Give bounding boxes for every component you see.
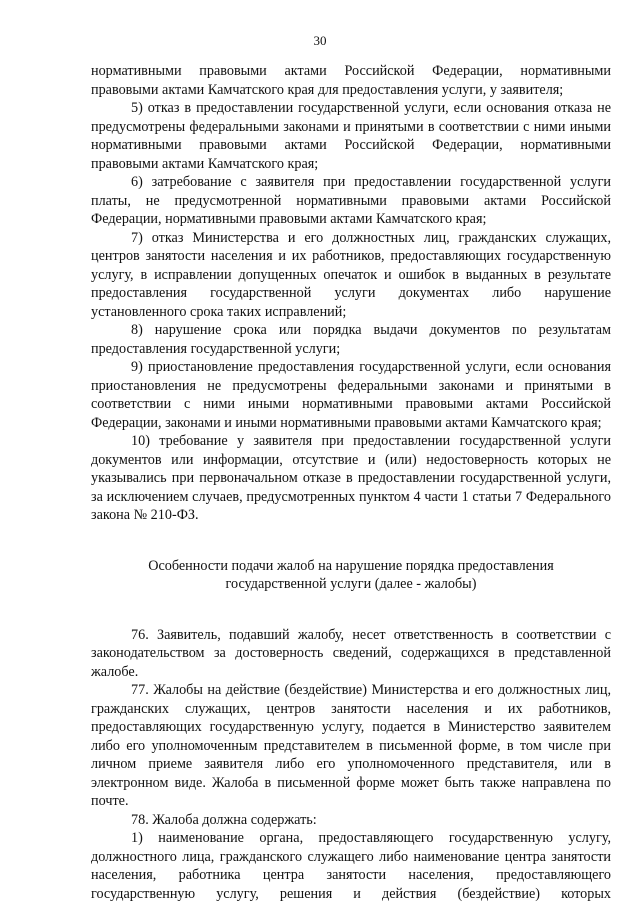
paragraph: нормативными правовыми актами Российской Федерации, нормативными правовыми актами Камчатского края для предоставления услуги, у заявителя; <box>91 63 611 98</box>
paragraph: 1) наименование органа, предоставляющего государственную услугу, должностного лица, гражданского служащего либо наименование центра занятости населения, работника центра занятости населения, предоставляющего государственную услугу, решения и действия (бездействие) которых <box>91 830 611 902</box>
paragraph: 77. Жалобы на действие (бездействие) Министерства и его должностных лиц, гражданских служащих, центров занятости населения и их работников, предоставляющих государственную услугу, подается в Министерство заявителем либо его уполномоченным представителем в письменной форме, в том числе при личном приеме заявителя либо его уполномоченного представителя, или в электронном виде. Жалоба в письменной форме может быть также направлена по почте. <box>91 682 611 809</box>
paragraphs-top <box>91 62 611 525</box>
section-heading-line: Особенности подачи жалоб на нарушение порядка предоставления <box>148 557 554 574</box>
paragraph: 6) затребование с заявителя при предоставлении государственной услуги платы, не предусмотренной нормативными правовыми актами Российской Федерации, нормативными правовыми актами Камчатского края; <box>91 174 611 227</box>
paragraph: 78. Жалоба должна содержать: <box>131 811 317 828</box>
section-heading-line: государственной услуги (далее - жалобы) <box>225 576 477 592</box>
section-heading <box>91 557 611 594</box>
paragraph: 7) отказ Министерства и его должностных лиц, гражданских служащих, центров занятости населения и их работников, предоставляющих государственную услугу, в исправлении допущенных опечаток и ошибок в выданных в результате предоставления государственной услуги документах либо нарушение установленного срока таких исправлений; <box>91 229 611 320</box>
paragraph: 76. Заявитель, подавший жалобу, несет ответственность в соответствии с законодательством за достоверность сведений, содержащихся в представленной жалобе. <box>91 626 611 680</box>
paragraph: 9) приостановление предоставления государственной услуги, если основания приостановления не предусмотрены федеральными законами и принятыми в соответствии с ними иными нормативными правовыми актами Российской Федерации, законами и иными нормативными правовыми актами Камчатского края; <box>91 359 611 431</box>
paragraph: 5) отказ в предоставлении государственной услуги, если основания отказа не предусмотрены федеральными законами и принятыми в соответствии с ними иными нормативными правовыми актами Российской Федерации, нормативными правовыми актами Камчатского края; <box>91 100 611 172</box>
paragraph: 8) нарушение срока или порядка выдачи документов по результатам предоставления государственной услуги; <box>91 322 611 357</box>
paragraph: 10) требование у заявителя при предоставлении государственной услуги документов или информации, отсутствие и (или) недостоверность которых не указывались при первоначальном отказе в предоставлении государственной услуги, за исключением случаев, предусмотренных пунктом 4 части 1 статьи 7 Федерального закона № 210-ФЗ. <box>91 433 611 523</box>
document-body <box>91 62 611 903</box>
page-number: 30 <box>313 33 327 48</box>
paragraphs-bottom <box>91 626 611 904</box>
